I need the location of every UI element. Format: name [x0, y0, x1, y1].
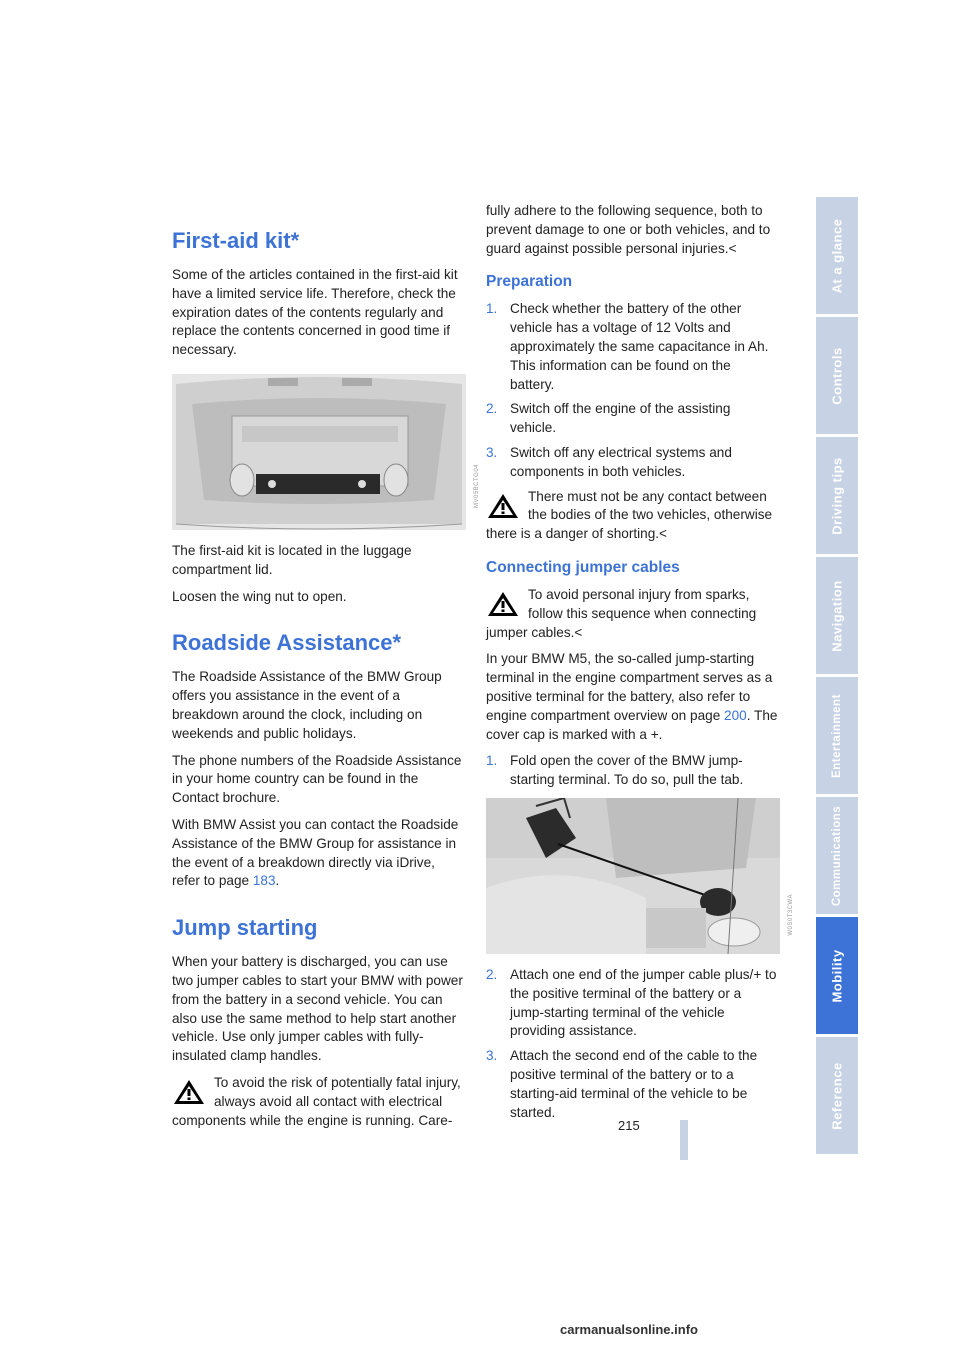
list-item: [486, 752, 778, 790]
warning-triangle-icon: [172, 1078, 206, 1106]
luggage-lid-illustration: [172, 374, 466, 530]
tab-mobility[interactable]: [816, 917, 858, 1034]
jump-terminal-figure: [486, 798, 794, 954]
step-number: 3.: [486, 444, 498, 460]
first-aid-kit-figure: [172, 374, 480, 530]
warning-shorting: [486, 488, 778, 544]
warning-triangle-icon: [486, 590, 520, 618]
chapter-tabs: [816, 197, 858, 1157]
preparation-steps: [486, 300, 778, 481]
page-183-link[interactable]: 183: [252, 873, 276, 889]
warning-text: To avoid personal injury from sparks, follow this sequence when connecting jumper cables.<: [486, 586, 757, 640]
step-text: Attach one end of the jumper cable plus/+ to the positive terminal of the battery or a jump-starting terminal of the vehicle providing assistance.: [510, 966, 777, 1039]
tab-label: Driving tips: [829, 456, 845, 535]
connecting-steps-more: [486, 966, 778, 1122]
step-text: Check whether the battery of the other vehicle has a voltage of 12 Volts and approximately the same capacitance in Ah. This information can be found on the battery.: [510, 301, 769, 392]
roadside-paragraph-2: The phone numbers of the Roadside Assistance in your home country can be found in the Contact brochure.: [172, 752, 462, 806]
tab-driving-tips[interactable]: [816, 437, 858, 554]
tab-label: Reference: [829, 1061, 845, 1130]
warning-continuation: fully adhere to the following sequence, both to prevent damage to one or both vehicles, and to guard against possible personal injuries.<: [486, 203, 771, 256]
connecting-text: In your BMW M5, the so-called jump-starting terminal in the engine compartment serves as a positive terminal for the battery, also refer to engine compartment overview on page: [486, 651, 773, 723]
tab-reference[interactable]: [816, 1037, 858, 1154]
warning-text: There must not be any contact between the bodies of the two vehicles, otherwise there is a danger of shorting.<: [486, 488, 773, 542]
page-bar: [680, 1120, 688, 1160]
first-aid-paragraph-1: Some of the articles contained in the first-aid kit have a limited service life. Therefore, check the expiration dates of the contents regularly and replace the contents concerned in good time if necessary.: [172, 267, 458, 358]
roadside-paragraph-1: The Roadside Assistance of the BMW Group offers you assistance in the event of a breakdown around the clock, including on weekends and public holidays.: [172, 669, 442, 741]
warning-sparks: [486, 586, 778, 642]
tab-controls[interactable]: [816, 317, 858, 434]
connecting-paragraph: [486, 650, 778, 744]
step-number: 1.: [486, 753, 498, 769]
warning-fatal-injury: [172, 1074, 464, 1130]
connecting-text-end: . The cover cap is marked with a +.: [486, 707, 778, 742]
warning-text: To avoid the risk of potentially fatal injury, always avoid all contact with electrical components while the engine is running. Care-: [172, 1074, 461, 1128]
roadside-p3-text: With BMW Assist you can contact the Roadside Assistance of the BMW Group for assistance in the event of a breakdown directly via iDrive, refer to page: [172, 816, 459, 889]
list-item: [486, 300, 778, 394]
page-number: 215: [618, 1118, 640, 1133]
step-text: Switch off any electrical systems and components in both vehicles.: [510, 444, 732, 479]
tab-label: Mobility: [829, 948, 845, 1003]
engine-compartment-illustration: [486, 798, 780, 954]
watermark: carmanualsonline.info: [560, 1322, 698, 1337]
right-column: [486, 202, 794, 1128]
figure-code: MV05BCTG04: [474, 463, 480, 508]
list-item: [486, 966, 778, 1041]
step-text: Switch off the engine of the assisting vehicle.: [510, 401, 731, 436]
tab-label: Navigation: [829, 579, 845, 652]
list-item: [486, 444, 778, 482]
roadside-heading: Roadside Assistance*: [172, 630, 402, 656]
tab-label: Entertainment: [831, 693, 843, 778]
tab-label: Communications: [831, 805, 843, 906]
step-text: Attach the second end of the cable to the positive terminal of the battery or to a starting-aid terminal of the vehicle to be started.: [510, 1048, 758, 1120]
step-text: Fold open the cover of the BMW jump-starting terminal. To do so, pull the tab.: [510, 753, 744, 788]
list-item: [486, 400, 778, 438]
first-aid-heading: First-aid kit*: [172, 228, 300, 253]
jump-starting-heading: Jump starting: [172, 915, 318, 941]
roadside-p3-end: .: [275, 873, 280, 889]
connecting-heading: Connecting jumper cables: [486, 558, 680, 576]
connecting-step-1: [486, 752, 778, 790]
step-number: 1.: [486, 301, 498, 317]
left-column: [172, 228, 480, 1138]
roadside-paragraph-3: [172, 816, 464, 891]
page-200-link[interactable]: 200: [724, 707, 747, 723]
first-aid-paragraph-2: The first-aid kit is located in the luggage compartment lid.: [172, 542, 412, 577]
first-aid-paragraph-3: Loosen the wing nut to open.: [172, 588, 347, 604]
warning-triangle-icon: [486, 492, 520, 520]
step-number: 3.: [486, 1048, 498, 1064]
tab-navigation[interactable]: [816, 557, 858, 674]
figure-code: W0S0T3CWA: [788, 893, 794, 936]
tab-at-a-glance[interactable]: [816, 197, 858, 314]
list-item: [486, 1047, 778, 1122]
step-number: 2.: [486, 966, 498, 982]
step-number: 2.: [486, 401, 498, 417]
tab-entertainment[interactable]: [816, 677, 858, 794]
tab-communications[interactable]: [816, 797, 858, 914]
tab-label: At a glance: [829, 218, 845, 293]
tab-label: Controls: [829, 346, 845, 405]
jump-paragraph-1: When your battery is discharged, you can use two jumper cables to start your BMW with power from the battery in a second vehicle. You can also use the same method to help start another vehicle. Use only jumper cables with fully-insulated clamp handles.: [172, 954, 463, 1064]
preparation-heading: Preparation: [486, 273, 573, 291]
